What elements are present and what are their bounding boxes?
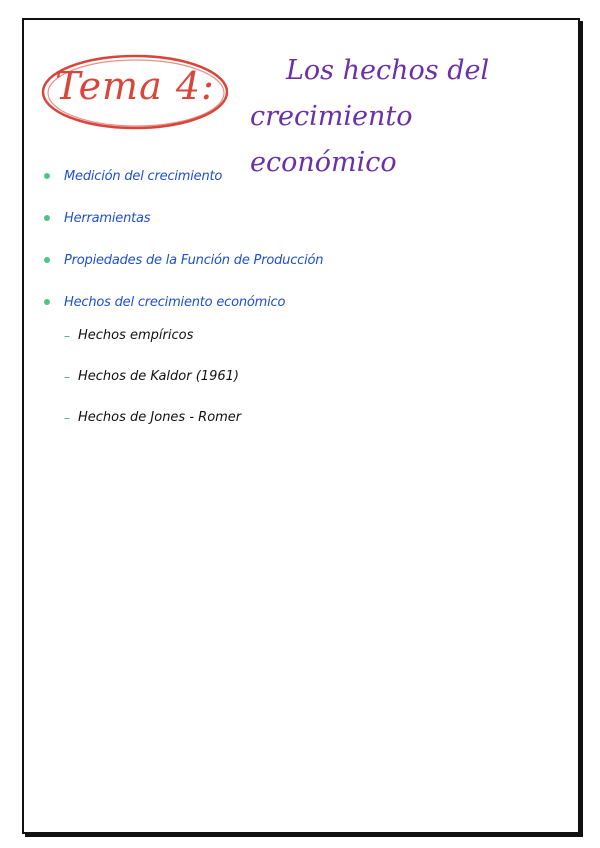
subtitle-line-1: Los hechos del [286,55,490,86]
bullet-dot-icon [44,173,50,179]
sub-list-item [64,356,241,397]
dash-icon: – [64,410,70,425]
sub-list-item-label: Hechos empíricos [78,328,194,343]
subtitle-line-2: crecimiento económico [250,101,413,178]
list-item-label: Hechos del crecimiento económico [64,294,286,310]
list-item-label: Herramientas [64,210,151,226]
sub-list-item [64,397,241,438]
topic-list [40,155,323,323]
list-item [40,197,323,239]
list-item-label: Propiedades de la Función de Producción [64,252,324,268]
title-oval [40,52,230,132]
sub-list-item-label: Hechos de Kaldor (1961) [78,369,239,384]
page-title: Tema 4: [55,64,215,108]
list-item [40,239,323,281]
sub-list-item [64,315,241,356]
list-item-label: Medición del crecimiento [64,168,223,184]
bullet-dot-icon [44,257,50,263]
bullet-dot-icon [44,215,50,221]
list-item [40,155,323,197]
bullet-dot-icon [44,299,50,305]
dash-icon: – [64,328,70,343]
dash-icon: – [64,369,70,384]
sub-topic-list [64,315,241,438]
sub-list-item-label: Hechos de Jones - Romer [78,410,242,425]
